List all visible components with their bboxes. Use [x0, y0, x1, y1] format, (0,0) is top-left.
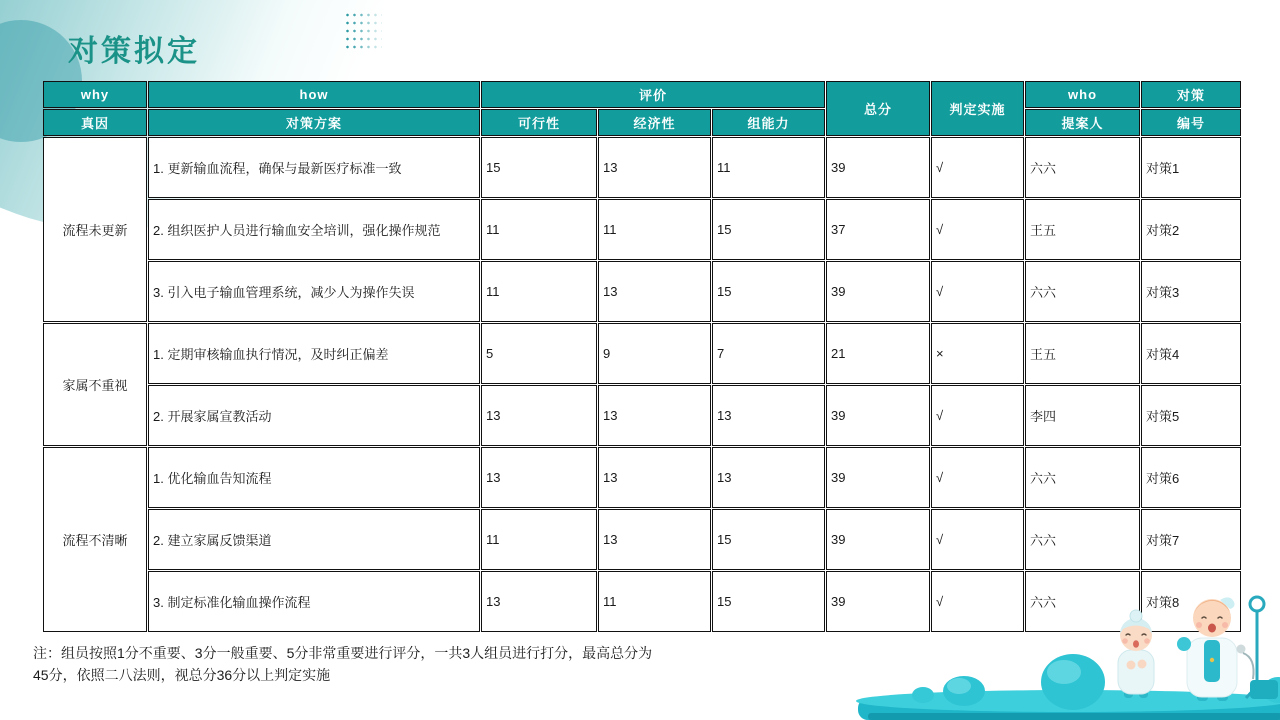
feasibility-score-cell: 11 — [481, 199, 597, 260]
nurse-figure — [1118, 610, 1154, 698]
total-score-cell: 39 — [826, 447, 930, 508]
page-title: 对策拟定 — [68, 35, 200, 68]
capability-score-cell: 13 — [712, 447, 825, 508]
economy-score-cell: 13 — [598, 447, 711, 508]
proposer-cell: 六六 — [1025, 447, 1140, 508]
cause-cell: 家属不重视 — [43, 323, 147, 446]
plan-cell: 1. 优化输血告知流程 — [148, 447, 480, 508]
header-judge: 判定实施 — [931, 81, 1024, 136]
capability-score-cell: 15 — [712, 571, 825, 632]
total-score-cell: 37 — [826, 199, 930, 260]
header-economy: 经济性 — [598, 109, 711, 136]
header-number: 编号 — [1141, 109, 1241, 136]
judge-mark-cell: √ — [931, 385, 1024, 446]
table-row — [43, 137, 1241, 198]
table-row — [43, 323, 1241, 384]
measure-number-cell: 对策7 — [1141, 509, 1241, 570]
judge-mark-cell: √ — [931, 509, 1024, 570]
measure-number-cell: 对策2 — [1141, 199, 1241, 260]
table-row — [43, 447, 1241, 508]
footnote-line: 45分，依照二八法则，视总分36分以上判定实施 — [33, 666, 331, 683]
plan-cell: 2. 建立家属反馈渠道 — [148, 509, 480, 570]
table-header — [43, 81, 1241, 136]
capability-score-cell: 15 — [712, 199, 825, 260]
judge-mark-cell: √ — [931, 571, 1024, 632]
header-who: who — [1025, 81, 1140, 108]
judge-mark-cell: √ — [931, 447, 1024, 508]
total-score-cell: 39 — [826, 385, 930, 446]
bump-small — [912, 687, 934, 703]
economy-score-cell: 13 — [598, 137, 711, 198]
plan-cell: 2. 开展家属宣教活动 — [148, 385, 480, 446]
cause-cell: 流程未更新 — [43, 137, 147, 322]
feasibility-score-cell: 11 — [481, 261, 597, 322]
economy-score-cell: 13 — [598, 509, 711, 570]
countermeasure-table — [42, 80, 1242, 633]
proposer-cell: 六六 — [1025, 261, 1140, 322]
table-row — [43, 199, 1241, 260]
economy-score-cell: 13 — [598, 261, 711, 322]
plan-cell: 1. 定期审核输血执行情况，及时纠正偏差 — [148, 323, 480, 384]
header-capability: 组能力 — [712, 109, 825, 136]
header-evaluation: 评价 — [481, 81, 825, 108]
capability-score-cell: 15 — [712, 509, 825, 570]
judge-mark-cell: × — [931, 323, 1024, 384]
feasibility-score-cell: 11 — [481, 509, 597, 570]
plan-cell: 1. 更新输血流程，确保与最新医疗标准一致 — [148, 137, 480, 198]
dot-grid-icon — [344, 11, 382, 51]
economy-score-cell: 13 — [598, 385, 711, 446]
judge-mark-cell: √ — [931, 261, 1024, 322]
measure-number-cell: 对策1 — [1141, 137, 1241, 198]
measure-number-cell: 对策3 — [1141, 261, 1241, 322]
judge-mark-cell: √ — [931, 137, 1024, 198]
plan-cell: 3. 引入电子输血管理系统，减少人为操作失误 — [148, 261, 480, 322]
cause-cell: 流程不清晰 — [43, 447, 147, 632]
table-body — [43, 137, 1241, 632]
proposer-cell: 六六 — [1025, 137, 1140, 198]
header-feasibility: 可行性 — [481, 109, 597, 136]
proposer-cell: 王五 — [1025, 199, 1140, 260]
table-row — [43, 385, 1241, 446]
economy-score-cell: 11 — [598, 199, 711, 260]
medical-team-illustration — [848, 578, 1280, 720]
header-plan: 对策方案 — [148, 109, 480, 136]
measure-number-cell: 对策6 — [1141, 447, 1241, 508]
header-how: how — [148, 81, 480, 108]
capability-score-cell: 15 — [712, 261, 825, 322]
measure-number-cell: 对策5 — [1141, 385, 1241, 446]
platform-shadow — [868, 713, 1280, 720]
table-row — [43, 261, 1241, 322]
feasibility-score-cell: 13 — [481, 385, 597, 446]
header-proposer: 提案人 — [1025, 109, 1140, 136]
plan-cell: 3. 制定标准化输血操作流程 — [148, 571, 480, 632]
feasibility-score-cell: 13 — [481, 447, 597, 508]
proposer-cell: 王五 — [1025, 323, 1140, 384]
capability-score-cell: 7 — [712, 323, 825, 384]
total-score-cell: 39 — [826, 137, 930, 198]
proposer-cell: 六六 — [1025, 509, 1140, 570]
total-score-cell: 39 — [826, 509, 930, 570]
proposer-cell: 六六 — [1025, 571, 1140, 632]
iv-stand-equipment — [1246, 597, 1278, 699]
plan-cell: 2. 组织医护人员进行输血安全培训，强化操作规范 — [148, 199, 480, 260]
measure-number-cell: 对策4 — [1141, 323, 1241, 384]
header-measure: 对策 — [1141, 81, 1241, 108]
feasibility-score-cell: 15 — [481, 137, 597, 198]
header-total: 总分 — [826, 81, 930, 136]
feasibility-score-cell: 13 — [481, 571, 597, 632]
economy-score-cell: 11 — [598, 571, 711, 632]
doctor-figure — [1177, 597, 1254, 701]
feasibility-score-cell: 5 — [481, 323, 597, 384]
footnote-line: 注：组员按照1分不重要、3分一般重要、5分非常重要进行评分，一共3人组员进行打分，最高总分为 — [33, 645, 653, 661]
total-score-cell: 21 — [826, 323, 930, 384]
proposer-cell: 李四 — [1025, 385, 1140, 446]
economy-score-cell: 9 — [598, 323, 711, 384]
header-true-cause: 真因 — [43, 109, 147, 136]
judge-mark-cell: √ — [931, 199, 1024, 260]
capability-score-cell: 13 — [712, 385, 825, 446]
scoring-footnote — [33, 643, 713, 686]
total-score-cell: 39 — [826, 261, 930, 322]
table-row — [43, 509, 1241, 570]
total-score-cell: 39 — [826, 571, 930, 632]
measure-number-cell: 对策8 — [1141, 571, 1241, 632]
capability-score-cell: 11 — [712, 137, 825, 198]
header-why: why — [43, 81, 147, 108]
